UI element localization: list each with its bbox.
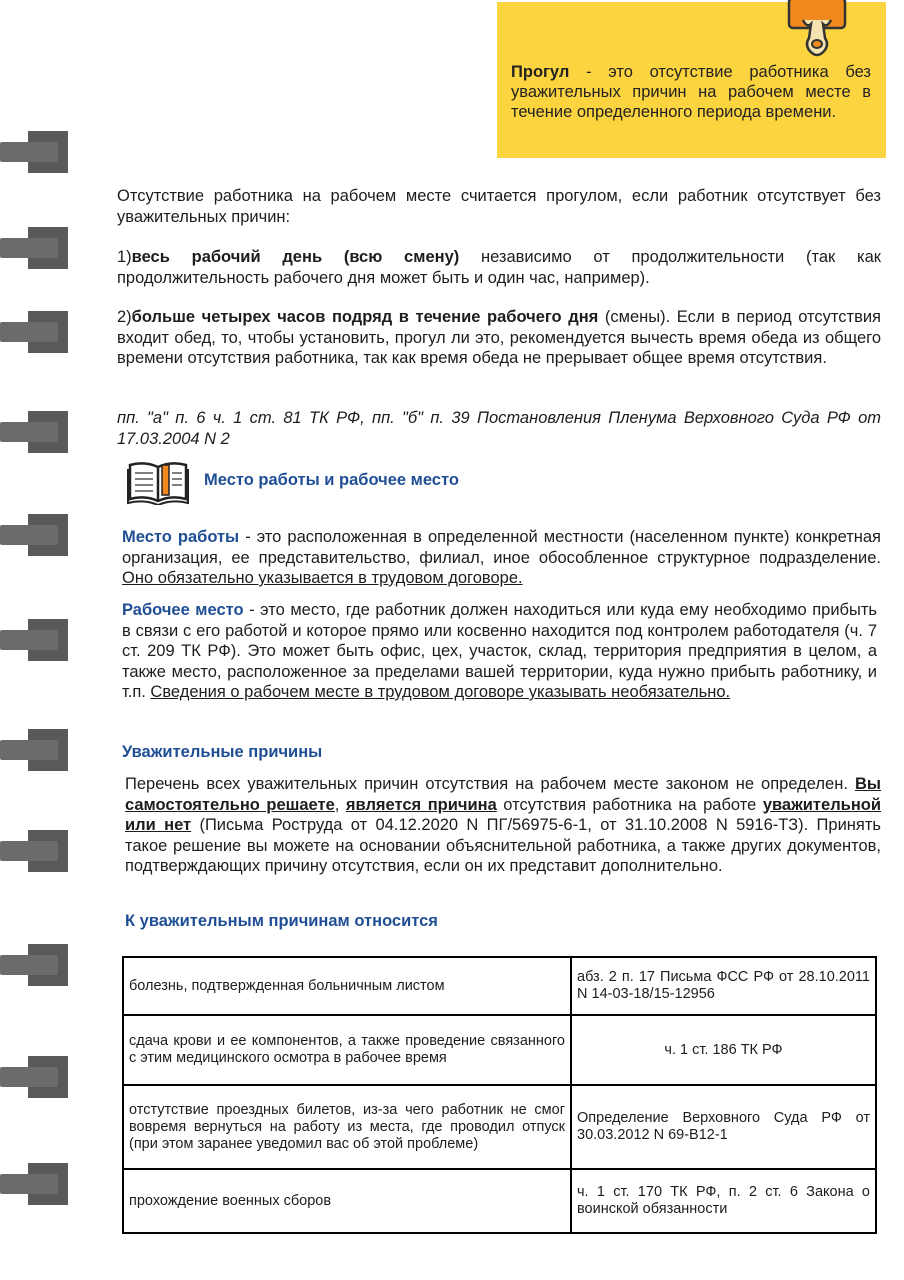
table-heading: К уважительным причинам относится <box>125 912 438 930</box>
list-item-2 <box>117 307 881 369</box>
binder-ring-icon <box>0 830 68 872</box>
table-row <box>123 1015 876 1085</box>
table-cell-reason: сдача крови и ее компонентов, а также проведение связанного с этим медицинского осмотра в рабочее время <box>123 1015 571 1085</box>
table-cell-reason: прохождение военных сборов <box>123 1169 571 1233</box>
binder-ring-icon <box>0 619 68 661</box>
reasons-table <box>122 956 877 1234</box>
callout-term: Прогул <box>511 63 570 81</box>
binder-ring-icon <box>0 227 68 269</box>
reasons-text: , <box>334 795 346 814</box>
reasons-emphasis: Вы самостоятельно решаете <box>125 775 881 814</box>
binder-ring-icon <box>0 944 68 986</box>
item-bold: весь рабочий день (всю смену) <box>131 248 460 266</box>
table-row <box>123 957 876 1015</box>
intro-paragraph: Отсутствие работника на рабочем месте считается прогулом, если работник отсутствует без уважительных причин: <box>117 187 881 226</box>
legal-reference: пп. "а" п. 6 ч. 1 ст. 81 ТК РФ, пп. "б" п. 39 Постановления Пленума Верховного Суда РФ от 17.03.2004 N 2 <box>117 409 881 448</box>
definition-callout <box>497 2 886 158</box>
table-cell-reason: отстутствие проездных билетов, из-за чего работник не смог вовремя вернуться на работу из места, где проводил отпуск (при этом заранее уведомил вас об этой проблеме) <box>123 1085 571 1169</box>
binder-ring-icon <box>0 311 68 353</box>
section-heading-workplace: Место работы и рабочее место <box>204 471 459 489</box>
reasons-emphasis: уважительной или нет <box>125 795 882 834</box>
item-bold: больше четырех часов подряд в течение рабочего дня <box>131 308 599 326</box>
binder-ring-icon <box>0 1163 68 1205</box>
place-underlined: Оно обязательно указывается в трудовом договоре. <box>122 569 523 587</box>
reasons-text: (Письма Роструда от 04.12.2020 N ПГ/56975-6-1, от 31.10.2008 N 5916-ТЗ). Принять такое решение вы можете на основании объяснительной работника, а также других документов, подтверждающих причину отсутствия, если он их представит дополнительно. <box>125 816 881 875</box>
reasons-emphasis: является причина <box>345 795 497 814</box>
mascot-icon <box>785 0 849 60</box>
term-place-of-work: Место работы <box>122 528 240 546</box>
workspot-definition <box>122 600 877 703</box>
item-text: независимо от продолжительности (так как продолжительность рабочего дня может быть и один час, например). <box>117 248 881 287</box>
table-cell-basis: ч. 1 ст. 186 ТК РФ <box>571 1015 876 1085</box>
callout-text <box>511 62 871 122</box>
workplace-definition <box>122 527 881 589</box>
reasons-paragraph <box>125 774 881 877</box>
section-heading-reasons: Уважительные причины <box>122 743 323 761</box>
workplace-underlined: Сведения о рабочем месте в трудовом договоре указывать необязательно. <box>150 683 731 701</box>
binder-ring-icon <box>0 729 68 771</box>
list-item-1 <box>117 247 881 288</box>
term-workplace: Рабочее место <box>122 601 244 619</box>
place-text: - это расположенная в определенной местности (населенном пункте) конкретная организация, ее представительство, филиал, иное обособленное структурное подразделение. <box>122 528 881 567</box>
callout-definition: - это отсутствие работника без уважительных причин на рабочем месте в течение определенного периода времени. <box>511 63 871 121</box>
table-cell-basis: ч. 1 ст. 170 ТК РФ, п. 2 ст. 6 Закона о воинской обязанности <box>571 1169 876 1233</box>
workplace-text: - это место, где работник должен находиться или куда ему необходимо прибыть в связи с его работой и которое прямо или косвенно находится под контролем работодателя (ч. 7 ст. 209 ТК РФ). Это может быть офис, цех, участок, склад, территория предприятия в целом, а также место, расположенное за пределами вашей территории, куда нужно прибыть работнику, и т.п. <box>122 601 877 701</box>
item-number: 2) <box>117 308 132 326</box>
table-cell-basis: абз. 2 п. 17 Письма ФСС РФ от 28.10.2011 N 14-03-18/15-12956 <box>571 957 876 1015</box>
reasons-text: отсутствия работника на работе <box>496 795 763 814</box>
table-cell-basis: Определение Верховного Суда РФ от 30.03.2012 N 69-В12-1 <box>571 1085 876 1169</box>
binder-ring-icon <box>0 131 68 173</box>
reasons-text: Перечень всех уважительных причин отсутствия на рабочем месте законом не определен. <box>125 775 855 793</box>
table-cell-reason: болезнь, подтвержденная больничным листом <box>123 957 571 1015</box>
binder-ring-icon <box>0 514 68 556</box>
table-row <box>123 1169 876 1233</box>
item-number: 1) <box>117 248 132 266</box>
binder-ring-icon <box>0 1056 68 1098</box>
table-row <box>123 1085 876 1169</box>
item-text: (смены). Если в период отсутствия входит обед, то, чтобы установить, прогул ли это, рекомендуется вычесть время обеда из общего времени отсутствия работника, так как время обеда не прерывает общее время отсутствия. <box>117 308 881 367</box>
book-icon <box>127 459 189 505</box>
binder-ring-icon <box>0 411 68 453</box>
